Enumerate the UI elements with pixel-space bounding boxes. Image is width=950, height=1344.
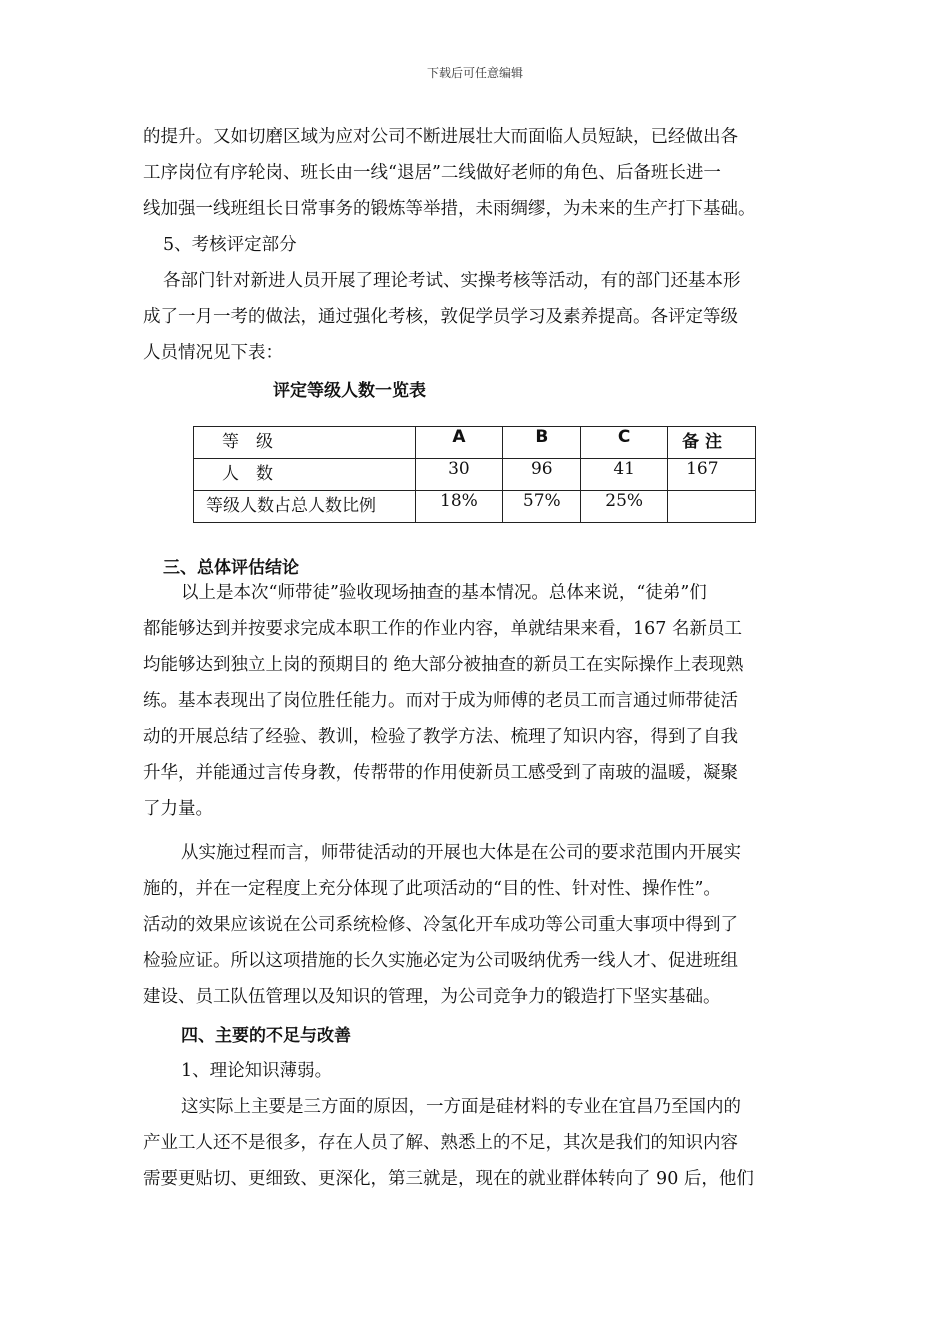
text-line: 产业工人还不是很多，存在人员了解、熟悉上的不足，其次是我们的知识内容 [143, 1133, 738, 1153]
text-line: 活动的效果应该说在公司系统检修、冷氢化开车成功等公司重大事项中得到了 [143, 915, 738, 935]
paragraph-5 [143, 1089, 809, 1197]
table-cell: 等级人数占总人数比例 [194, 491, 416, 523]
table-cell: 25% [581, 491, 668, 523]
text-line: 动的开展总结了经验、教训，检验了教学方法、梳理了知识内容，得到了自我 [143, 727, 738, 747]
table-row [194, 459, 756, 491]
table-header-cell: C [581, 427, 668, 459]
table-cell: 96 [503, 459, 581, 491]
text-line: 建设、员工队伍管理以及知识的管理，为公司竞争力的锻造打下坚实基础。 [143, 987, 721, 1007]
paragraph-2 [143, 263, 809, 371]
paragraph-4 [143, 835, 809, 1015]
table-title: 评定等级人数一览表 [273, 381, 426, 401]
table-cell: 18% [415, 491, 503, 523]
text-line: 各部门针对新进人员开展了理论考试、实操考核等活动，有的部门还基本形 [163, 271, 741, 291]
text-line: 从实施过程而言，师带徒活动的开展也大体是在公司的要求范围内开展实 [181, 843, 741, 863]
section-3-title: 三、总体评估结论 [163, 558, 299, 578]
text-line: 练。基本表现出了岗位胜任能力。而对于成为师傅的老员工而言通过师带徒活 [143, 691, 738, 711]
table-cell [668, 491, 756, 523]
text-line: 这实际上主要是三方面的原因，一方面是硅材料的专业在宜昌乃至国内的 [181, 1097, 741, 1117]
table-cell: 167 [668, 459, 756, 491]
text-line: 升华，并能通过言传身教，传帮带的作用使新员工感受到了南玻的温暖，凝聚 [143, 763, 738, 783]
paragraph-1 [143, 119, 809, 227]
section-4-title: 四、主要的不足与改善 [181, 1026, 351, 1046]
text-line: 成了一月一考的做法，通过强化考核，敦促学员学习及素养提高。各评定等级 [143, 307, 738, 327]
text-line: 施的，并在一定程度上充分体现了此项活动的“目的性、针对性、操作性”。 [143, 879, 721, 899]
section-5-title: 5、考核评定部分 [163, 235, 297, 255]
table-cell: 57% [503, 491, 581, 523]
table-header-cell: 备 注 [668, 427, 756, 459]
table-cell: 30 [415, 459, 503, 491]
grade-table [193, 426, 756, 523]
text-line: 线加强一线班组长日常事务的锻炼等举措，未雨绸缪，为未来的生产打下基础。 [143, 199, 756, 219]
table-header-cell: 等 级 [194, 427, 416, 459]
text-line: 均能够达到独立上岗的预期目的 绝大部分被抽查的新员工在实际操作上表现熟 [143, 655, 744, 675]
table-row [194, 491, 756, 523]
text-line: 了力量。 [143, 799, 213, 819]
text-line: 人员情况见下表： [143, 343, 283, 363]
text-line: 的提升。又如切磨区域为应对公司不断进展壮大而面临人员短缺，已经做出各 [143, 127, 738, 147]
table-header-row [194, 427, 756, 459]
table-cell: 人 数 [194, 459, 416, 491]
text-line: 需要更贴切、更细致、更深化，第三就是，现在的就业群体转向了 90 后，他们 [143, 1169, 754, 1189]
page-header: 下载后可任意编辑 [426, 66, 523, 80]
paragraph-3 [143, 575, 809, 827]
text-line: 都能够达到并按要求完成本职工作的作业内容，单就结果来看，167 名新员工 [143, 619, 742, 639]
table-cell: 41 [581, 459, 668, 491]
table-header-cell: A [415, 427, 503, 459]
subsection-1-title: 1、理论知识薄弱。 [181, 1061, 333, 1081]
text-line: 检验应证。所以这项措施的长久实施必定为公司吸纳优秀一线人才、促进班组 [143, 951, 738, 971]
text-line: 以上是本次“师带徒”验收现场抽查的基本情况。总体来说，“徒弟”们 [181, 583, 707, 603]
text-line: 工序岗位有序轮岗、班长由一线“退居”二线做好老师的角色、后备班长进一 [143, 163, 721, 183]
table-header-cell: B [503, 427, 581, 459]
